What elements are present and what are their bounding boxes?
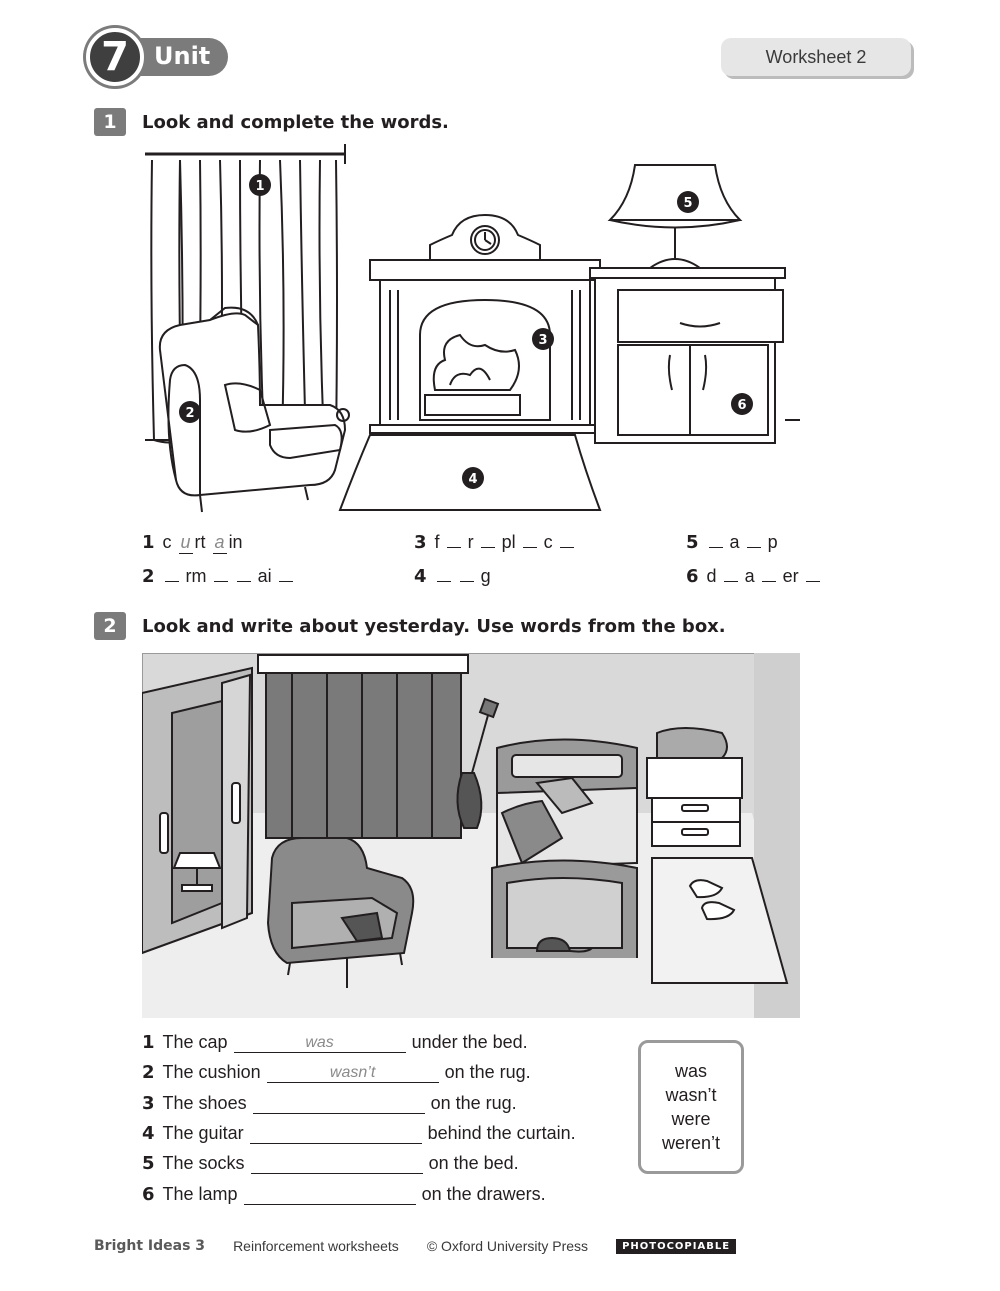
sentence-6: [142, 1184, 546, 1205]
sentence-end: under the bed.: [411, 1032, 528, 1052]
answer-blank[interactable]: [244, 1185, 416, 1205]
letters: rt: [194, 532, 206, 552]
letters: in: [228, 532, 243, 552]
letter-blank[interactable]: [747, 547, 761, 548]
ex1-item-number: 2: [142, 566, 155, 587]
sentence-number: 6: [142, 1184, 155, 1205]
sentence-start: The lamp: [162, 1184, 238, 1204]
sentence-2: [142, 1062, 531, 1083]
photocopiable-badge: PHOTOCOPIABLE: [616, 1239, 736, 1254]
sentence-end: on the rug.: [444, 1062, 531, 1082]
letter-blank[interactable]: [481, 547, 495, 548]
ex1-item-2: [142, 566, 295, 587]
section1-heading: [94, 108, 449, 136]
sentence-start: The socks: [162, 1153, 245, 1173]
sentence-number: 1: [142, 1032, 155, 1053]
unit-badge: [86, 28, 228, 86]
letters: r: [467, 532, 474, 552]
sentence-end: behind the curtain.: [427, 1123, 576, 1143]
ex1-item-5: [686, 532, 778, 553]
unit-label: Unit: [154, 42, 211, 70]
sentence-number: 2: [142, 1062, 155, 1083]
letter-blank[interactable]: [460, 581, 474, 582]
callout-2: 2: [185, 406, 195, 421]
letters: pl: [501, 532, 516, 552]
letter-blank[interactable]: [560, 547, 574, 548]
unit-number: 7: [86, 28, 144, 86]
sentence-number: 3: [142, 1093, 155, 1114]
word-box-item: was: [674, 1060, 707, 1081]
footer-series: Reinforcement worksheets: [233, 1238, 399, 1254]
sentence-start: The guitar: [162, 1123, 244, 1143]
word-box-item: weren’t: [661, 1132, 721, 1153]
answer-blank-example: was: [234, 1033, 406, 1053]
callout-6: 6: [737, 398, 747, 413]
letter-blank[interactable]: [214, 581, 228, 582]
letters: ai: [257, 566, 272, 586]
answer-blank-example: wasn’t: [267, 1063, 439, 1083]
sentence-start: The shoes: [162, 1093, 247, 1113]
ex1-item-number: 6: [686, 566, 699, 587]
letter-blank[interactable]: [806, 581, 820, 582]
letter-blank[interactable]: [279, 581, 293, 582]
letter-blank[interactable]: [724, 581, 738, 582]
footer-copyright: © Oxford University Press: [426, 1238, 589, 1254]
answer-blank[interactable]: [251, 1154, 423, 1174]
sentence-5: [142, 1153, 519, 1174]
example-letter: a: [214, 532, 225, 552]
word-box: [638, 1040, 744, 1174]
letter-blank[interactable]: [165, 581, 179, 582]
sentence-1: [142, 1032, 528, 1053]
letter-blank[interactable]: [237, 581, 251, 582]
letter-blank[interactable]: [447, 547, 461, 548]
letter-blank[interactable]: [709, 547, 723, 548]
sentence-end: on the bed.: [428, 1153, 519, 1173]
sentence-number: 4: [142, 1123, 155, 1144]
sentence-number: 5: [142, 1153, 155, 1174]
worksheet-label: Worksheet 2: [721, 38, 911, 76]
callout-3: 3: [538, 333, 548, 348]
callout-1: 1: [255, 179, 265, 194]
sentence-end: on the rug.: [430, 1093, 517, 1113]
letters: d: [706, 566, 717, 586]
letters: a: [729, 532, 740, 552]
sentence-3: [142, 1093, 517, 1114]
ex1-item-3: [414, 532, 576, 553]
ex1-item-number: 4: [414, 566, 427, 587]
sentence-4: [142, 1123, 576, 1144]
word-box-item: wasn’t: [665, 1084, 717, 1105]
answer-blank[interactable]: [253, 1094, 425, 1114]
letters: c: [543, 532, 553, 552]
ex1-item-4: [414, 566, 491, 587]
footer: [94, 1238, 736, 1254]
sentence-end: on the drawers.: [421, 1184, 546, 1204]
section1-instruction: Look and complete the words.: [142, 111, 449, 133]
answer-blank[interactable]: [250, 1124, 422, 1144]
ex1-item-1: [142, 532, 243, 554]
section2-instruction: Look and write about yesterday. Use words from the box.: [142, 615, 726, 637]
living-room-illustration: [140, 140, 800, 520]
word-box-item: were: [671, 1108, 711, 1129]
letters: p: [767, 532, 778, 552]
ex1-item-number: 3: [414, 532, 427, 553]
example-letter: u: [180, 532, 191, 552]
letter-blank[interactable]: [762, 581, 776, 582]
bedroom-illustration: [142, 653, 800, 1018]
ex1-item-6: [686, 566, 822, 587]
letters: rm: [185, 566, 207, 586]
ex1-item-number: 5: [686, 532, 699, 553]
letters: f: [434, 532, 440, 552]
section1-number: 1: [94, 108, 126, 136]
letters: er: [782, 566, 799, 586]
letter-blank[interactable]: [437, 581, 451, 582]
letters: c: [162, 532, 172, 552]
letters: a: [744, 566, 755, 586]
letter-blank[interactable]: [523, 547, 537, 548]
ex1-item-number: 1: [142, 532, 155, 553]
section2-number: 2: [94, 612, 126, 640]
section2-heading: [94, 612, 726, 640]
sentence-start: The cap: [162, 1032, 228, 1052]
footer-brand: Bright Ideas 3: [94, 1238, 206, 1254]
sentence-start: The cushion: [162, 1062, 261, 1082]
letters: g: [480, 566, 491, 586]
callout-5: 5: [683, 196, 693, 211]
callout-4: 4: [468, 472, 478, 487]
